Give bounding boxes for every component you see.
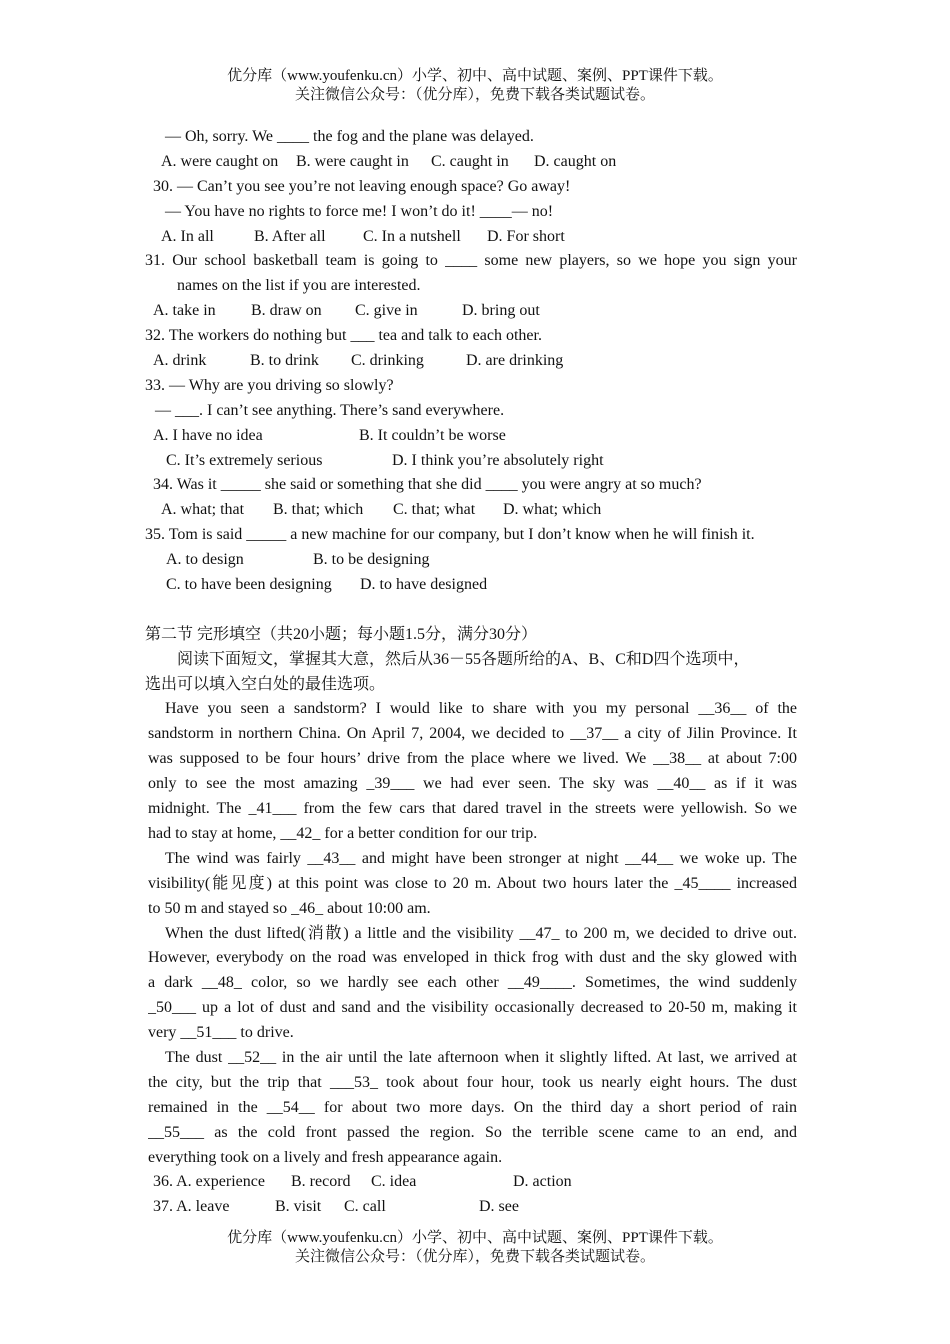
- q31-option-c: C. give in: [355, 302, 418, 320]
- q30-option-c: C. In a nutshell: [363, 227, 461, 245]
- q30-option-a: A. In all: [161, 227, 214, 245]
- q29-option-a: A. were caught on: [161, 152, 279, 170]
- passage-p4-line-5: everything took on a lively and fresh appearance again.: [148, 1148, 503, 1166]
- passage-p2-line-1: The wind was fairly __43__ and might have been stronger at night __44__ we woke up. The: [165, 849, 797, 867]
- q31-line-2: names on the list if you are interested.: [177, 277, 421, 295]
- q37-option-a: 37. A. leave: [153, 1198, 230, 1216]
- q36-option-a: 36. A. experience: [153, 1173, 265, 1191]
- passage-p3-line-4: _50___ up a lot of dust and sand and the visibility occasionally decreased to 20-50 m, making it: [148, 999, 797, 1017]
- passage-p1-line-4: only to see the most amazing _39___ we had ever seen. The sky was __40__ as if it was: [148, 775, 797, 793]
- q35-line: 35. Tom is said _____ a new machine for our company, but I don’t know when he will finish it.: [145, 526, 755, 544]
- exam-content: [145, 125, 797, 1220]
- q36-option-b: B. record: [291, 1173, 351, 1191]
- passage-p2-line-2: visibility(能见度) at this point was close to 20 m. About two hours later the _45____ increased: [148, 874, 797, 892]
- q31-line-1: 31. Our school basketball team is going to ____ some new players, so we hope you sign your: [145, 252, 797, 270]
- passage-p4-line-1: The dust __52__ in the air until the late afternoon when it slightly lifted. At last, we arrived at: [165, 1048, 797, 1066]
- q30-option-d: D. For short: [487, 227, 565, 245]
- section-spacer: [145, 598, 797, 623]
- q31-option-a: A. take in: [153, 302, 216, 320]
- q33-line-1: 33. — Why are you driving so slowly?: [145, 376, 394, 394]
- q30-option-b: B. After all: [254, 227, 326, 245]
- passage-p2-line-3: to 50 m and stayed so _46_ about 10:00 am.: [148, 899, 431, 917]
- passage-p1-line-3: was supposed to be four hours’ drive from the place where we lived. We __38__ at about 7:00: [148, 750, 797, 768]
- header-line-1: 优分库（www.youfenku.cn）小学、初中、高中试题、案例、PPT课件下载。: [227, 68, 723, 84]
- q32-option-c: C. drinking: [351, 352, 424, 370]
- passage-p1-line-6: had to stay at home, __42_ for a better condition for our trip.: [148, 824, 538, 842]
- q33-options-cd: [145, 449, 797, 474]
- section2-instruction-1: 阅读下面短文，掌握其大意，然后从36－55各题所给的A、B、C和D四个选项中，: [177, 650, 750, 668]
- q34-option-d: D. what; which: [503, 501, 602, 519]
- q36-options: [145, 1170, 797, 1195]
- passage-p1-line-5: midnight. The _41___ from the few cars that dared travel in the streets were yellowish. So we: [148, 800, 797, 818]
- section2-title: 第二节 完形填空（共20小题；每小题1.5分，满分30分）: [145, 625, 538, 643]
- q32-line: 32. The workers do nothing but ___ tea and talk to each other.: [145, 327, 542, 345]
- cloze-passage: [145, 697, 797, 1170]
- q35-option-b: B. to be designing: [313, 551, 430, 569]
- q33-option-b: B. It couldn’t be worse: [359, 426, 506, 444]
- q32-option-a: A. drink: [153, 352, 207, 370]
- q35-options-ab: [145, 548, 797, 573]
- passage-p4-line-3: remained in the __54__ for about two more days. On the third day a short period of rain: [148, 1098, 797, 1116]
- q33-option-d: D. I think you’re absolutely right: [392, 451, 604, 469]
- q37-option-c: C. call: [344, 1198, 386, 1216]
- q31-option-b: B. draw on: [251, 302, 322, 320]
- q29-options: [145, 150, 797, 175]
- q29-line: — Oh, sorry. We ____ the fog and the plane was delayed.: [165, 128, 534, 145]
- q33-option-a: A. I have no idea: [153, 426, 263, 444]
- passage-p3-line-2: However, everybody on the road was enveloped in thick frog with dust and the sky glowed with: [148, 949, 797, 967]
- q29-option-b: B. were caught in: [296, 152, 409, 170]
- q31-options: [145, 299, 797, 324]
- q34-option-b: B. that; which: [273, 501, 364, 519]
- passage-p4-line-2: the city, but the trip that ___53_ took about four hour, took us nearly eight hours. The dust: [148, 1073, 797, 1091]
- q33-line-2: — ___. I can’t see anything. There’s sand everywhere.: [155, 401, 505, 419]
- q34-option-c: C. that; what: [393, 501, 476, 519]
- q30-line-2: — You have no rights to force me! I won’t do it! ____— no!: [165, 202, 554, 220]
- q37-option-b: B. visit: [275, 1198, 322, 1216]
- footer-line-2: 关注微信公众号：（优分库），免费下载各类试题试卷。: [294, 1249, 655, 1265]
- q36-option-c: C. idea: [371, 1173, 417, 1191]
- q34-options: [145, 498, 797, 523]
- q29-option-d: D. caught on: [534, 152, 617, 170]
- q30-options: [145, 225, 797, 250]
- footer-line-1: 优分库（www.youfenku.cn）小学、初中、高中试题、案例、PPT课件下载。: [227, 1230, 723, 1246]
- q32-option-b: B. to drink: [250, 352, 319, 370]
- q34-line: 34. Was it _____ she said or something that she did ____ you were angry at so much?: [153, 476, 702, 494]
- q36-option-d: D. action: [513, 1173, 572, 1191]
- q35-option-d: D. to have designed: [360, 576, 488, 594]
- page-header: [0, 67, 950, 105]
- passage-p1-line-1: Have you seen a sandstorm? I would like to share with you my personal __36__ of the: [165, 700, 797, 718]
- q35-option-a: A. to design: [166, 551, 244, 569]
- passage-p3-line-3: a dark __48_ color, so we hardly see each other __49____. Sometimes, the wind suddenly: [148, 974, 797, 992]
- passage-p1-line-2: sandstorm in northern China. On April 7, 2004, we decided to __37__ a city of Jilin Province. It: [148, 725, 797, 743]
- q32-options: [145, 349, 797, 374]
- q37-options: [145, 1195, 797, 1220]
- q31-option-d: D. bring out: [462, 302, 540, 320]
- q30-line-1: 30. — Can’t you see you’re not leaving enough space? Go away!: [153, 177, 571, 195]
- q35-option-c: C. to have been designing: [166, 576, 332, 594]
- section2-instruction-2: 选出可以填入空白处的最佳选项。: [145, 675, 386, 693]
- passage-p3-line-5: very __51___ to drive.: [148, 1024, 294, 1042]
- q32-option-d: D. are drinking: [466, 352, 564, 370]
- q34-option-a: A. what; that: [161, 501, 245, 519]
- header-line-2: 关注微信公众号：（优分库），免费下载各类试题试卷。: [294, 87, 655, 103]
- q33-option-c: C. It’s extremely serious: [166, 451, 323, 469]
- q29-option-c: C. caught in: [431, 152, 509, 170]
- passage-p3-line-1: When the dust lifted(消散) a little and the visibility __47_ to 200 m, we decided to drive out.: [165, 924, 797, 942]
- q37-option-d: D. see: [479, 1198, 519, 1216]
- q35-options-cd: [145, 573, 797, 598]
- page-footer: [0, 1229, 950, 1267]
- passage-p4-line-4: __55___ as the cold front passed the region. So the terrible scene came to an end, and: [148, 1123, 797, 1141]
- q33-options-ab: [145, 424, 797, 449]
